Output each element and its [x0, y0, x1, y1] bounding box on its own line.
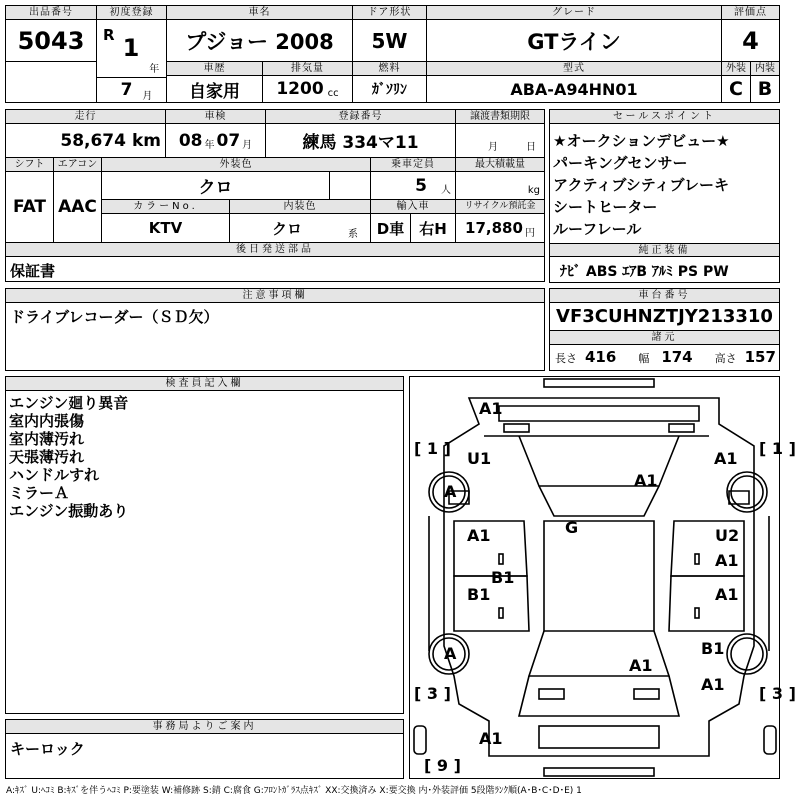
insp-year-unit: 年 [204, 140, 215, 151]
lot-no-label: 出品番号 [6, 6, 97, 20]
mileage-label: 走行 [6, 110, 166, 124]
parts-label: 後日発送部品 [6, 243, 544, 257]
capacity-label: 乗車定員 [371, 158, 456, 172]
inspector-line: 天張薄汚れ [9, 448, 85, 466]
color-no: KTV [102, 214, 230, 242]
tread-mark: [ 1 ] [414, 439, 451, 458]
ext-color-label: 外装色 [102, 158, 371, 172]
transfer-label: 譲渡書類期限 [456, 110, 544, 124]
recycle: 17,880 [465, 219, 523, 237]
fuel-label: 燃料 [353, 62, 427, 76]
sales-label: セールスポイント [550, 110, 779, 124]
tire-mark: A [444, 644, 457, 663]
displacement-cell [263, 76, 353, 102]
color-no-label: カラーNo. [102, 200, 230, 214]
grade-label: グレード [427, 6, 722, 20]
damage-mark: B1 [491, 568, 515, 587]
notes-value: ドライブレコーダー（ＳＤ欠） [10, 308, 219, 326]
tread-mark: [ 3 ] [414, 684, 451, 703]
insp-month: 07 [216, 130, 241, 151]
legend: A:ｷｽﾞ U:ﾍｺﾐ B:ｷｽﾞを伴うﾍｺﾐ P:要塗装 W:補修跡 S:錆 C:腐食 G:ﾌﾛﾝﾄｶﾞﾗｽ点ｷｽﾞ XX:交換済み X:要交換 内･外装評価 5段階ﾗﾝｸ順(A･B･C･D･E) 1 [6, 786, 582, 796]
inspector-label: 検査員記入欄 [6, 377, 403, 391]
width: 174 [661, 348, 693, 366]
damage-mark: U1 [467, 449, 492, 468]
recycle-label: リサイクル預託金 [456, 200, 544, 214]
inspector-list [9, 394, 128, 520]
sales-item: シートヒーター [553, 198, 658, 216]
lot-no-blank [6, 62, 97, 102]
history: 自家用 [167, 76, 263, 102]
damage-mark: A1 [467, 526, 491, 545]
damage-mark: B1 [701, 639, 725, 658]
length-label: 長さ [555, 352, 577, 365]
import-dealer: D車 [371, 214, 411, 242]
tire-mark: A [444, 482, 457, 501]
width-label: 幅 [638, 352, 650, 365]
capacity-unit: 人 [441, 185, 451, 196]
transfer-cell [456, 124, 544, 158]
inspector-line: ハンドルすれ [9, 466, 100, 484]
sales-item: パーキングセンサー [553, 154, 688, 172]
score: 4 [722, 20, 779, 62]
fuel: ｶﾞｿﾘﾝ [353, 76, 427, 102]
tread-mark: [ 3 ] [759, 684, 796, 703]
handle: 右H [411, 214, 456, 242]
inspector-line: ミラーＡ [9, 484, 70, 502]
car-name-label: 車名 [167, 6, 353, 20]
dims-row [555, 348, 776, 366]
int-color: クロ [271, 219, 302, 238]
int-color-label: 内装色 [230, 200, 371, 214]
capacity: 5 [415, 175, 427, 196]
int-color-unit: 系 [348, 228, 358, 240]
mileage-cell [6, 124, 166, 158]
model-label: 型式 [427, 62, 722, 76]
plate-label: 登録番号 [266, 110, 456, 124]
damage-mark: G [565, 518, 579, 537]
grade: GTライン [427, 20, 722, 62]
inspector-line: エンジン振動あり [9, 502, 129, 520]
sales-item: アクティブシティブレーキ [553, 176, 729, 194]
inspector-line: 室内薄汚れ [9, 430, 85, 448]
shift: FAT [6, 172, 54, 242]
damage-mark: A1 [714, 449, 738, 468]
office-label: 事務局よりご案内 [6, 720, 403, 734]
damage-mark: B1 [467, 585, 491, 604]
dims-label: 諸元 [550, 331, 779, 345]
history-label: 車歴 [167, 62, 263, 76]
shift-label: シフト [6, 158, 54, 172]
height: 157 [744, 348, 776, 366]
parts-value: 保証書 [10, 262, 56, 280]
door-label: ドア形状 [353, 6, 427, 20]
ext-color: クロ [102, 172, 330, 200]
inspection-label: 車検 [166, 110, 266, 124]
era: R [103, 26, 115, 44]
import-label: 輸入車 [371, 200, 456, 214]
damage-mark: A1 [701, 675, 725, 694]
tread-mark: [ 9 ] [424, 756, 461, 775]
max-load-cell [456, 172, 544, 200]
transfer-month: 月 [488, 142, 498, 153]
km-unit: km [131, 130, 161, 151]
ext-grade: C [722, 76, 751, 102]
chassis-value: VF3CUHNZTJY213310 [550, 303, 779, 331]
damage-mark: A1 [715, 551, 739, 570]
inspector-line: 室内内張傷 [9, 412, 85, 430]
model: ABA-A94HN01 [427, 76, 722, 102]
damage-mark: A1 [715, 585, 739, 604]
int-color-cell [230, 214, 371, 242]
sales-item: ルーフレール [553, 220, 642, 238]
plate: 練馬 334マ11 [266, 124, 456, 158]
score-label: 評価点 [722, 6, 779, 20]
month-unit: 月 [142, 90, 153, 102]
damage-mark: A1 [634, 471, 658, 490]
ac: AAC [54, 172, 102, 242]
reg-month: 7 [120, 80, 133, 100]
year-unit: 年 [149, 64, 160, 75]
recycle-cell [456, 214, 544, 242]
displacement-label: 排気量 [263, 62, 353, 76]
equipment-value: ﾅﾋﾞ ABS ｴｱB ｱﾙﾐ PS PW [560, 264, 729, 280]
car-name: プジョー 2008 [167, 20, 353, 62]
ext-grade-label: 外装 [722, 62, 751, 76]
inspector-line: エンジン廻り異音 [9, 394, 129, 412]
max-load-label: 最大積載量 [456, 158, 544, 172]
int-grade: B [757, 78, 773, 100]
length: 416 [585, 348, 617, 366]
inspection-cell [166, 124, 266, 158]
damage-mark: U2 [715, 526, 740, 545]
first-reg-year-cell [97, 20, 167, 78]
insp-month-unit: 月 [242, 140, 253, 151]
first-reg-month-cell [97, 78, 167, 102]
lot-no: 5043 [6, 20, 97, 62]
height-label: 高さ [714, 352, 737, 365]
tread-mark: [ 1 ] [759, 439, 796, 458]
cc-unit: cc [327, 87, 339, 99]
chassis-label: 車台番号 [550, 289, 779, 303]
ac-label: エアコン [54, 158, 102, 172]
transfer-day: 日 [526, 142, 536, 153]
insp-year: 08 [178, 130, 203, 151]
rear-bumper [544, 768, 654, 776]
int-grade-label: 内装 [751, 62, 779, 76]
equipment-label: 純正装備 [550, 243, 779, 257]
yen-unit: 円 [524, 227, 535, 239]
mileage: 58,674 [60, 130, 126, 151]
reg-year: 1 [122, 34, 140, 62]
capacity-cell [371, 172, 456, 200]
notes-label: 注意事項欄 [6, 289, 544, 303]
max-load-unit: kg [527, 185, 540, 196]
door: 5W [353, 20, 427, 62]
damage-mark: A1 [479, 399, 503, 418]
office-value: キーロック [10, 740, 85, 758]
damage-mark: A1 [479, 729, 503, 748]
first-reg-label: 初度登録 [97, 6, 167, 20]
ext-color-sub [330, 172, 371, 200]
displacement: 1200 [276, 79, 324, 99]
damage-mark: A1 [629, 656, 653, 675]
sales-item: ★オークションデビュー★ [553, 132, 730, 150]
car-diagram [409, 376, 796, 779]
sales-list [553, 130, 730, 240]
